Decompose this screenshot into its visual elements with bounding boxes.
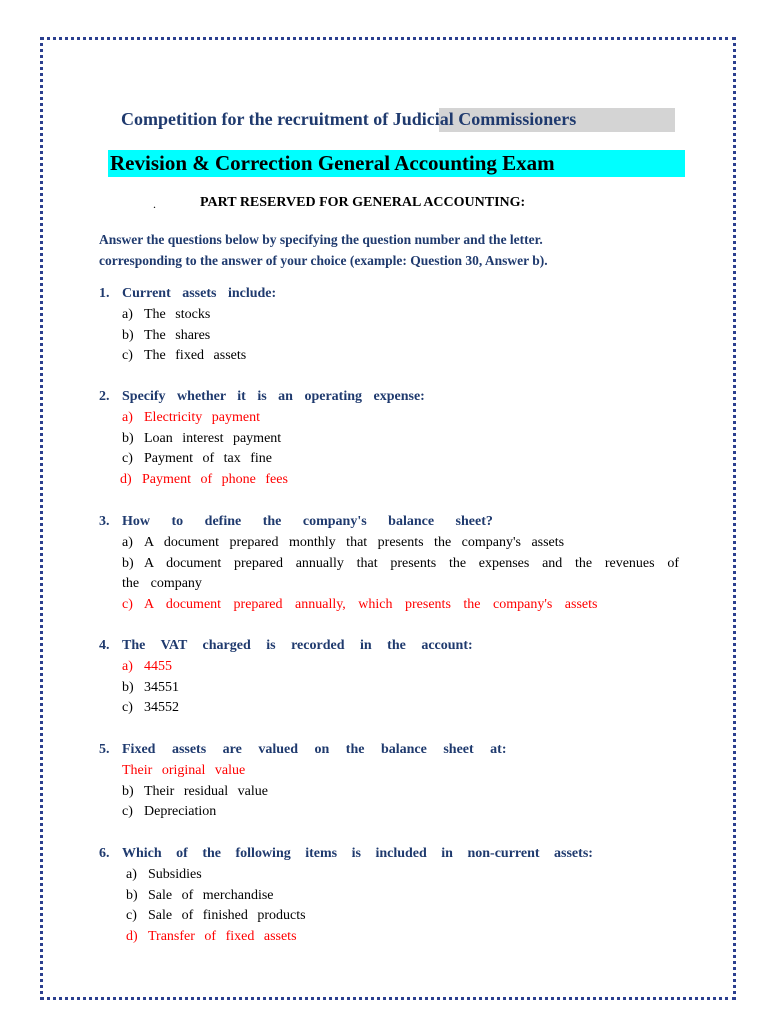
title-banner xyxy=(108,150,685,177)
question-title xyxy=(99,740,679,761)
question-title xyxy=(99,512,679,533)
question-1 xyxy=(99,284,679,367)
question-3 xyxy=(99,512,679,616)
answer-option: b) Loan interest payment xyxy=(122,430,282,446)
question-title xyxy=(99,844,679,865)
answer-option: c) Depreciation xyxy=(122,804,217,820)
answer-option: c) Payment of tax fine xyxy=(122,451,273,467)
question-6 xyxy=(99,844,679,948)
question-number: 4. xyxy=(99,638,110,653)
answer-option-correct: c) A document prepared annually, which presents the company's assets xyxy=(122,597,598,613)
answer-option: b) 34551 xyxy=(122,679,179,695)
document-title: Revision & Correction General Accounting Exam xyxy=(110,151,555,175)
answer-option-correct: a) 4455 xyxy=(122,658,172,674)
answer-option-correct: a) Electricity payment xyxy=(122,409,261,425)
question-title xyxy=(99,636,679,657)
question-text: Specify whether it is an operating expense: xyxy=(122,389,425,404)
question-title xyxy=(99,387,679,408)
question-number: 2. xyxy=(99,389,110,404)
question-2 xyxy=(99,387,679,491)
document-subtitle: Competition for the recruitment of Judicial Commissioners xyxy=(121,109,577,129)
answer-option: a) The stocks xyxy=(122,306,211,322)
answer-option: c) Sale of finished products xyxy=(126,908,306,924)
answer-option: a) A document prepared monthly that presents the company's assets xyxy=(122,534,565,550)
question-number: 1. xyxy=(99,286,110,301)
list-marker: . xyxy=(153,197,156,211)
answer-option-correct: d) Payment of phone fees xyxy=(120,472,288,488)
question-title xyxy=(99,284,679,305)
question-text: Current assets include: xyxy=(122,286,277,301)
answer-option: b) Sale of merchandise xyxy=(126,887,274,903)
instructions-line-1: Answer the questions below by specifying the question number and the letter. xyxy=(99,232,543,247)
answer-option-correct: d) Transfer of fixed assets xyxy=(126,929,297,945)
instructions xyxy=(99,230,627,271)
question-number: 6. xyxy=(99,846,110,861)
question-5 xyxy=(99,740,679,823)
answer-option: c) 34552 xyxy=(122,700,179,716)
answer-option: a) Subsidies xyxy=(126,866,202,882)
answer-option: b) Their residual value xyxy=(122,783,268,799)
answer-option: c) The fixed assets xyxy=(122,348,247,364)
subtitle-banner xyxy=(119,108,675,132)
question-number: 5. xyxy=(99,742,110,757)
question-text: How to define the company's balance sheet? xyxy=(122,514,493,529)
answer-option: b) A document prepared annually that presents the expenses and the revenues of the company xyxy=(122,555,679,592)
part-heading: PART RESERVED FOR GENERAL ACCOUNTING: xyxy=(200,195,526,210)
question-text: Which of the following items is included in non-current assets: xyxy=(122,846,593,861)
answer-option: b) The shares xyxy=(122,327,211,343)
question-text: The VAT charged is recorded in the account: xyxy=(122,638,473,653)
question-number: 3. xyxy=(99,514,110,529)
instructions-line-2: corresponding to the answer of your choice (example: Question 30, Answer b). xyxy=(99,252,548,268)
answer-option-correct: Their original value xyxy=(122,762,246,778)
question-4 xyxy=(99,636,679,719)
question-text: Fixed assets are valued on the balance sheet at: xyxy=(122,742,507,757)
